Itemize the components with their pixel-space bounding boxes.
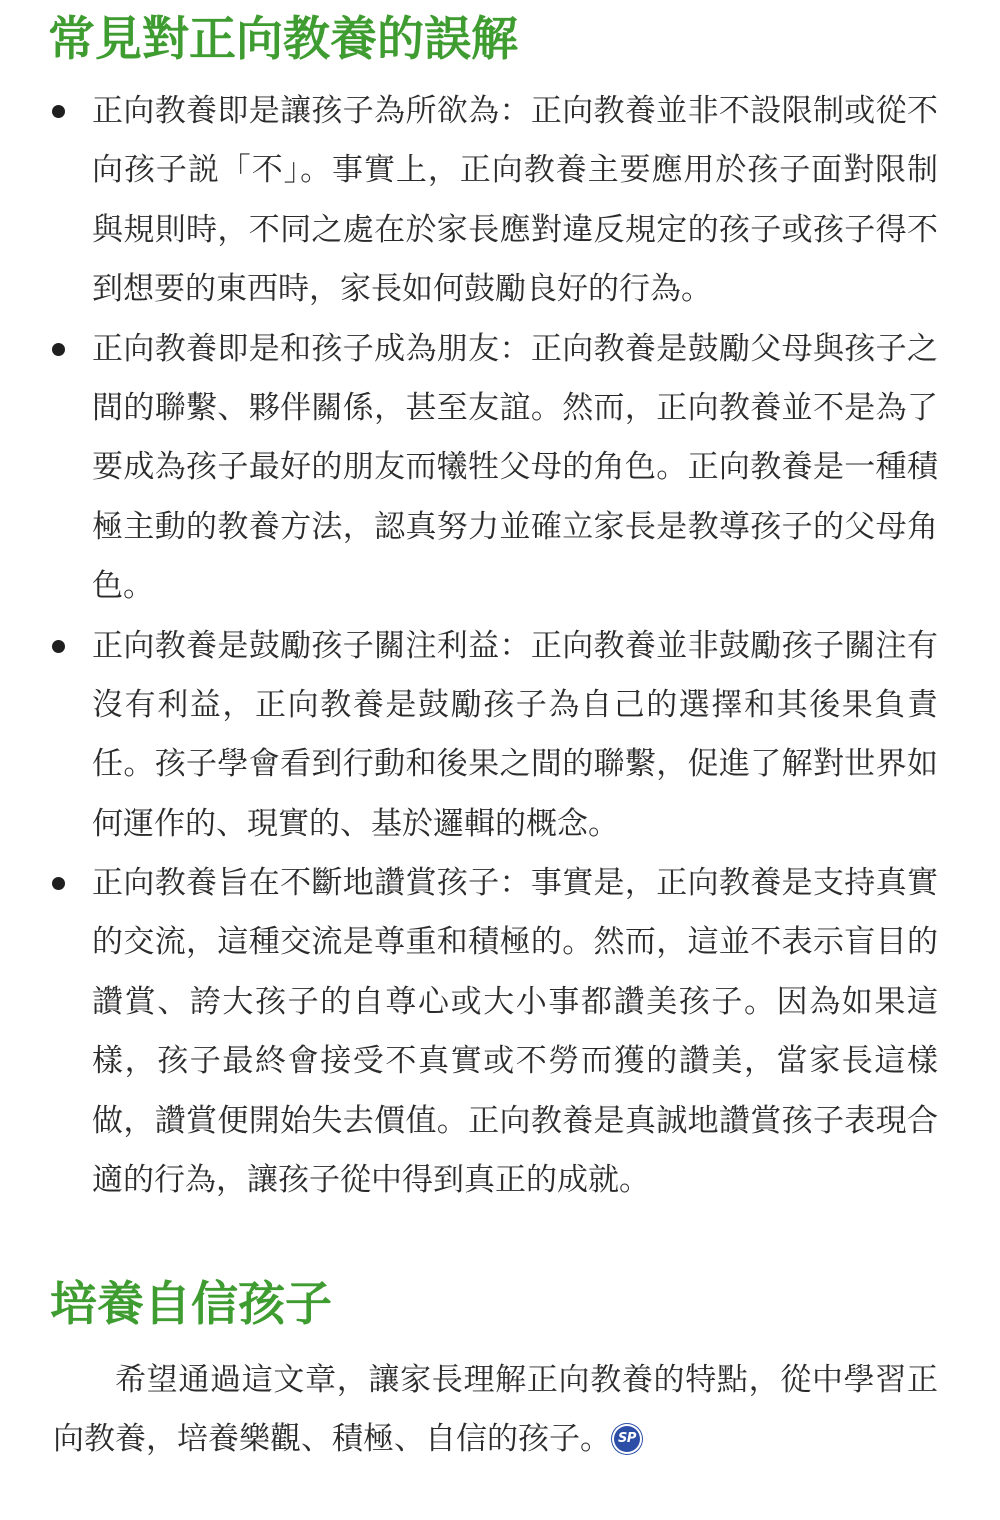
text-line: 任。孩子學會看到行動和後果之間的聯繫，促進了解對世界如 [92, 746, 938, 783]
text-line: 適的行為，讓孩子從中得到真正的成就。 [92, 1162, 650, 1199]
list-item [0, 854, 938, 1210]
text-line: 到想要的東西時，家長如何鼓勵良好的行為。 [92, 271, 712, 308]
text-line-last [53, 1410, 938, 1469]
text-line: 與規則時，不同之處在於家長應對違反規定的孩子或孩子得不 [92, 211, 938, 248]
text-line: 希望通過這文章，讓家長理解正向教養的特點，從中學習正 [115, 1362, 938, 1398]
text-line: 正向教養即是和孩子成為朋友：正向教養是鼓勵父母與孩子之 [92, 330, 938, 367]
list-item [0, 617, 938, 855]
bullet-icon [52, 877, 65, 890]
bullet-icon [52, 105, 65, 118]
bullet-icon [52, 343, 65, 356]
text-line: 間的聯繫、夥伴關係，甚至友誼。然而，正向教養並不是為了 [92, 389, 938, 426]
text-line: 何運作的、現實的、基於邏輯的概念。 [92, 805, 619, 842]
bullet-icon [52, 640, 65, 653]
section-heading-confident-children: 培養自信孩子 [50, 1277, 332, 1332]
list-item [0, 82, 938, 320]
text-line-content: 向教養，培養樂觀、積極、自信的孩子。 [53, 1421, 611, 1458]
sp-logo-badge: SP [612, 1424, 642, 1454]
text-line: 讚賞、誇大孩子的自尊心或大小事都讚美孩子。因為如果這 [92, 983, 938, 1020]
list-item [0, 320, 938, 617]
text-line: 要成為孩子最好的朋友而犧牲父母的角色。正向教養是一種積 [92, 449, 938, 486]
misconceptions-list [0, 82, 1000, 1210]
text-line: 沒有利益，正向教養是鼓勵孩子為自己的選擇和其後果負責 [92, 686, 938, 723]
closing-paragraph [53, 1351, 938, 1470]
text-line: 做，讚賞便開始失去價值。正向教養是真誠地讚賞孩子表現合 [92, 1102, 938, 1139]
text-line: 的交流，這種交流是尊重和積極的。然而，這並不表示盲目的 [92, 924, 938, 961]
text-line: 正向教養是鼓勵孩子關注利益：正向教養並非鼓勵孩子關注有 [92, 627, 938, 664]
text-line: 正向教養旨在不斷地讚賞孩子：事實是，正向教養是支持真實 [92, 865, 938, 902]
text-line: 向孩子説「不」。事實上，正向教養主要應用於孩子面對限制 [92, 152, 938, 189]
text-line: 色。 [92, 568, 154, 605]
section-heading-misconceptions: 常見對正向教養的誤解 [48, 12, 518, 67]
text-line: 極主動的教養方法，認真努力並確立家長是教導孩子的父母角 [92, 508, 938, 545]
text-line: 樣，孩子最終會接受不真實或不勞而獲的讚美，當家長這樣 [92, 1043, 938, 1080]
text-line: 正向教養即是讓孩子為所欲為：正向教養並非不設限制或從不 [92, 93, 938, 129]
